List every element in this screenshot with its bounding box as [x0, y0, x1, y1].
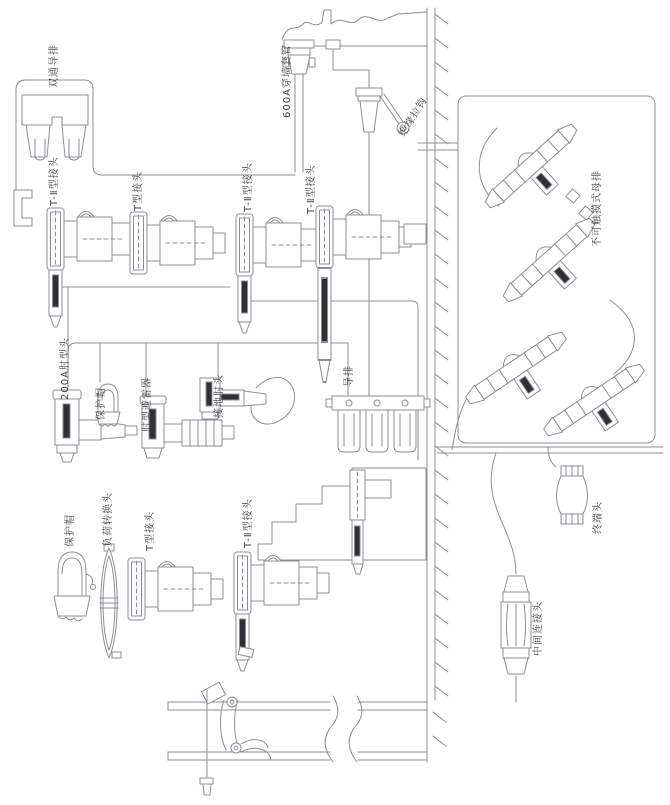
label-t2-connector-2: T-Ⅱ型接头: [243, 162, 254, 212]
label-t2-connector-3: T-Ⅱ型接头: [306, 164, 317, 214]
label-grounding-elbow: 接地肘头: [214, 374, 225, 418]
cable-bracket: [14, 190, 32, 226]
intermediate-joint-component: [501, 576, 531, 674]
label-t2-connector-4: T-Ⅱ型接头: [243, 498, 254, 548]
label-intermediate-joint: 中间连接头: [533, 601, 544, 656]
top-wall-contour: [282, 10, 427, 40]
label-load-switch: 负荷转换头: [103, 492, 114, 547]
label-wall-bushing: 600A穿墙套管: [282, 44, 293, 118]
label-protective-cap-1: 保护帽: [96, 387, 107, 420]
label-elbow-arrester: 肘型避雷器: [142, 377, 153, 432]
label-protective-cap-2: 保护帽: [65, 514, 76, 547]
pole-bracket: [200, 647, 271, 795]
tilted-fitting: [201, 682, 225, 704]
enclosure-box: [452, 96, 660, 459]
label-elbow-200a: 200A肘型头: [60, 337, 71, 400]
label-terminal: 终端头: [593, 501, 604, 534]
wall-junction-box: [326, 40, 340, 49]
label-t2-connector-1: T-Ⅱ型接头: [49, 156, 60, 206]
terminal-component: [557, 466, 588, 524]
t-connector-2: [128, 558, 223, 620]
bolt-head: [200, 778, 213, 784]
label-t-connector-1: T型接头: [133, 170, 144, 211]
duct-break-symbol: [325, 696, 362, 762]
busbar-3way-component: [326, 396, 430, 452]
label-t-connector-2: T型接头: [145, 510, 156, 551]
protective-cap-2: [54, 552, 96, 621]
label-busbar: 导排: [344, 365, 355, 387]
t2-connector-3: [316, 206, 426, 382]
load-switch-component: [100, 544, 121, 658]
label-insulated-hook: 绝缘拉钩: [397, 95, 430, 139]
t-connector-1: [130, 212, 225, 274]
label-untouchable-busbar: 不可触摸式母排: [592, 170, 603, 247]
t2-connector-1: [47, 208, 142, 327]
label-double-busbar: 双通导排: [49, 44, 60, 88]
terraced-support: [258, 468, 426, 574]
